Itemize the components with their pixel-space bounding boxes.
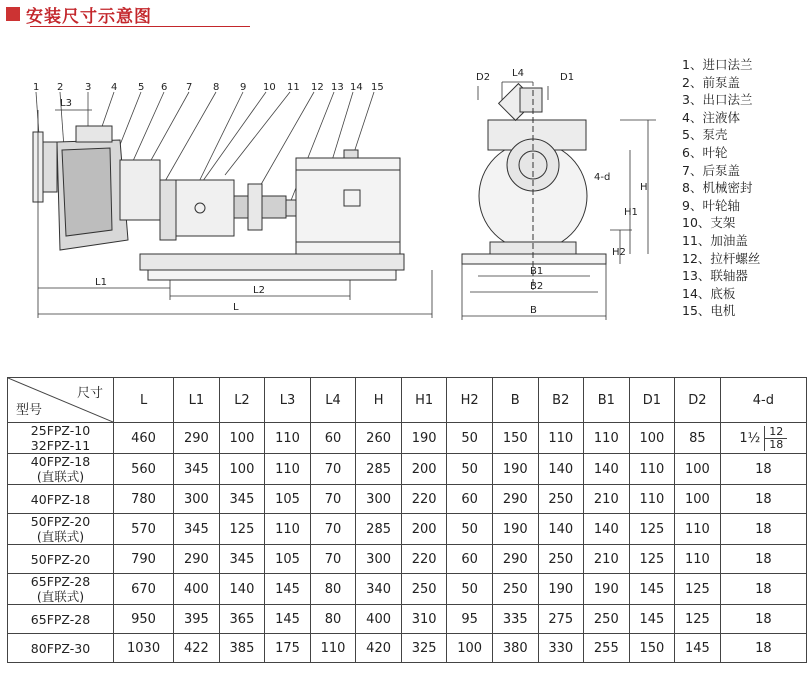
value-cell: 105 [265,545,311,574]
value-cell: 125 [629,545,675,574]
value-cell: 70 [310,514,356,545]
value-cell: 190 [584,574,630,605]
value-cell: 50 [447,423,493,454]
value-cell: 560 [114,454,174,485]
callout-2: 2 [57,82,64,93]
value-cell: 100 [219,454,265,485]
column-header: L [114,378,174,423]
title-marker-icon [6,7,20,21]
value-cell: 60 [310,423,356,454]
value-cell: 60 [447,545,493,574]
dim-B2: B2 [530,281,544,292]
callout-3: 3 [85,82,92,93]
value-cell: 420 [356,634,402,663]
model-name: (直联式) [36,589,85,604]
value-cell: 290 [174,423,220,454]
model-name: 50FPZ-20 [30,551,91,567]
value-cell: 18 [720,574,806,605]
model-name: 25FPZ-10 [30,423,91,438]
column-header: H2 [447,378,493,423]
value-cell: 300 [356,485,402,514]
value-cell: 50 [447,574,493,605]
header-corner-cell [8,378,114,423]
model-name: 50FPZ-20 [30,514,91,529]
value-cell: 70 [310,485,356,514]
value-cell: 125 [219,514,265,545]
dim-4d: 4-d [594,172,611,183]
model-cell [8,634,114,663]
dim-H2: H2 [612,247,626,258]
value-cell: 190 [538,574,584,605]
table-row [8,605,807,634]
legend-item: 14、底板 [682,285,736,301]
value-cell: 250 [492,574,538,605]
hole-value-bottom: 18 [769,437,784,451]
column-header: H1 [401,378,447,423]
value-cell: 345 [174,514,220,545]
value-cell: 140 [538,514,584,545]
dim-L1: L1 [95,277,107,288]
value-cell: 100 [219,423,265,454]
legend-item: 9、叶轮轴 [682,197,740,213]
legend-item: 12、拉杆螺丝 [682,250,761,266]
table-row [8,454,807,485]
value-cell: 70 [310,545,356,574]
value-cell: 110 [675,514,721,545]
legend-item: 15、电机 [682,303,736,319]
legend-item: 13、联轴器 [682,268,748,284]
value-cell: 335 [492,605,538,634]
model-name: 32FPZ-11 [30,438,91,453]
value-cell: 250 [584,605,630,634]
value-cell: 140 [219,574,265,605]
value-cell: 100 [675,454,721,485]
value-cell: 300 [356,545,402,574]
value-cell: 175 [265,634,311,663]
header-model-label: 型号 [16,403,43,418]
dim-B1: B1 [530,266,544,277]
value-cell: 250 [401,574,447,605]
value-cell: 145 [265,574,311,605]
model-name: 40FPZ-18 [30,491,91,507]
value-cell: 345 [219,545,265,574]
callout-11: 11 [287,82,300,93]
legend-item: 6、叶轮 [682,144,728,160]
value-cell: 310 [401,605,447,634]
dim-L: L [233,302,239,313]
column-header: D1 [629,378,675,423]
model-cell [8,423,114,454]
column-header: L1 [174,378,220,423]
value-cell: 290 [174,545,220,574]
column-header: L3 [265,378,311,423]
legend-item: 2、前泵盖 [682,74,740,90]
value-cell: 18 [720,545,806,574]
value-cell: 340 [356,574,402,605]
value-cell: 285 [356,454,402,485]
value-cell: 110 [265,423,311,454]
value-cell: 200 [401,454,447,485]
value-cell: 300 [174,485,220,514]
value-cell: 790 [114,545,174,574]
value-cell: 18 [720,454,806,485]
callout-5: 5 [138,82,145,93]
dim-L4: L4 [512,68,524,79]
value-cell: 125 [675,605,721,634]
column-header: B [492,378,538,423]
value-cell: 220 [401,485,447,514]
legend-item: 10、支架 [682,215,736,231]
value-cell: 110 [310,634,356,663]
dim-H1: H1 [624,207,638,218]
value-cell: 125 [675,574,721,605]
value-cell: 140 [538,454,584,485]
model-cell [8,454,114,485]
pump-end-view [462,84,606,290]
value-cell: 70 [310,454,356,485]
table-row [8,485,807,514]
value-cell: 190 [401,423,447,454]
model-name: 40FPZ-18 [30,454,91,469]
value-cell: 100 [675,485,721,514]
value-cell: 145 [675,634,721,663]
value-cell: 18 [720,634,806,663]
legend-item: 5、泵壳 [682,127,728,143]
value-cell: 400 [356,605,402,634]
model-cell [8,574,114,605]
value-cell: 290 [492,485,538,514]
model-cell [8,485,114,514]
model-name: (直联式) [36,469,85,484]
value-cell: 385 [219,634,265,663]
model-cell [8,514,114,545]
hole-value-top: 12 [765,426,787,439]
value-cell: 85 [675,423,721,454]
value-cell: 570 [114,514,174,545]
callout-4: 4 [111,82,118,93]
callout-1: 1 [33,82,40,93]
callout-13: 13 [331,82,344,93]
value-cell: 110 [584,423,630,454]
value-cell: 210 [584,485,630,514]
model-name: (直联式) [36,529,85,544]
callout-numbers [33,82,384,93]
value-cell: 400 [174,574,220,605]
model-name: 80FPZ-30 [30,640,91,656]
value-cell: 220 [401,545,447,574]
callout-12: 12 [311,82,324,93]
value-cell: 275 [538,605,584,634]
callout-7: 7 [186,82,193,93]
value-cell: 145 [265,605,311,634]
table-row [8,514,807,545]
table-header-row [8,378,807,423]
title-underline [30,26,250,27]
legend-item: 8、机械密封 [682,180,753,196]
value-cell: 260 [356,423,402,454]
column-header: B1 [584,378,630,423]
dim-L2: L2 [253,285,265,296]
dim-B: B [530,305,537,316]
model-cell [8,605,114,634]
callout-6: 6 [161,82,168,93]
column-header: H [356,378,402,423]
thread-size: 1½ [739,430,761,446]
model-name: 65FPZ-28 [30,574,91,589]
value-cell: 95 [447,605,493,634]
value-cell: 210 [584,545,630,574]
value-cell: 150 [629,634,675,663]
legend-item: 7、后泵盖 [682,162,740,178]
value-cell: 100 [447,634,493,663]
value-cell: 50 [447,454,493,485]
model-cell [8,545,114,574]
value-cell: 110 [265,514,311,545]
model-name: 65FPZ-28 [30,611,91,627]
value-cell: 100 [629,423,675,454]
value-cell-4d [720,423,806,454]
value-cell: 110 [629,485,675,514]
value-cell: 140 [584,454,630,485]
callout-15: 15 [371,82,384,93]
value-cell: 290 [492,545,538,574]
column-header: B2 [538,378,584,423]
value-cell: 460 [114,423,174,454]
column-header: 4-d [720,378,806,423]
value-cell: 110 [538,423,584,454]
value-cell: 80 [310,605,356,634]
value-cell: 18 [720,485,806,514]
table-row [8,574,807,605]
value-cell: 190 [492,514,538,545]
value-cell: 60 [447,485,493,514]
callout-8: 8 [213,82,220,93]
legend-item: 11、加油盖 [682,232,748,248]
dim-L3: L3 [60,98,72,109]
value-cell: 200 [401,514,447,545]
column-header: D2 [675,378,721,423]
value-cell: 255 [584,634,630,663]
value-cell: 190 [492,454,538,485]
dim-D2: D2 [476,72,491,83]
value-cell: 145 [629,605,675,634]
value-cell: 395 [174,605,220,634]
dim-D1: D1 [560,72,575,83]
parts-legend [682,56,760,320]
dimension-table [7,377,807,663]
value-cell: 285 [356,514,402,545]
value-cell: 250 [538,545,584,574]
value-cell: 330 [538,634,584,663]
value-cell: 670 [114,574,174,605]
legend-item: 4、注液体 [682,109,740,125]
pump-side-view [33,126,404,280]
value-cell: 1030 [114,634,174,663]
callout-9: 9 [240,82,247,93]
value-cell: 422 [174,634,220,663]
dim-H: H [640,182,648,193]
value-cell: 18 [720,514,806,545]
table-row [8,634,807,663]
callout-14: 14 [350,82,363,93]
section-title [6,2,152,26]
legend-item: 1、进口法兰 [682,57,753,72]
header-dimension-label: 尺寸 [76,386,103,401]
table-row [8,423,807,454]
value-cell: 780 [114,485,174,514]
value-cell: 345 [174,454,220,485]
value-cell: 345 [219,485,265,514]
table-row [8,545,807,574]
legend-item: 3、出口法兰 [682,92,753,108]
value-cell: 950 [114,605,174,634]
value-cell: 18 [720,605,806,634]
value-cell: 250 [538,485,584,514]
value-cell: 365 [219,605,265,634]
value-cell: 105 [265,485,311,514]
value-cell: 380 [492,634,538,663]
value-cell: 110 [629,454,675,485]
value-cell: 140 [584,514,630,545]
value-cell: 325 [401,634,447,663]
value-cell: 145 [629,574,675,605]
callout-10: 10 [263,82,276,93]
value-cell: 125 [629,514,675,545]
column-header: L4 [310,378,356,423]
value-cell: 50 [447,514,493,545]
column-header: L2 [219,378,265,423]
value-cell: 150 [492,423,538,454]
value-cell: 80 [310,574,356,605]
value-cell: 110 [675,545,721,574]
title-text: 安装尺寸示意图 [26,6,152,27]
value-cell: 110 [265,454,311,485]
